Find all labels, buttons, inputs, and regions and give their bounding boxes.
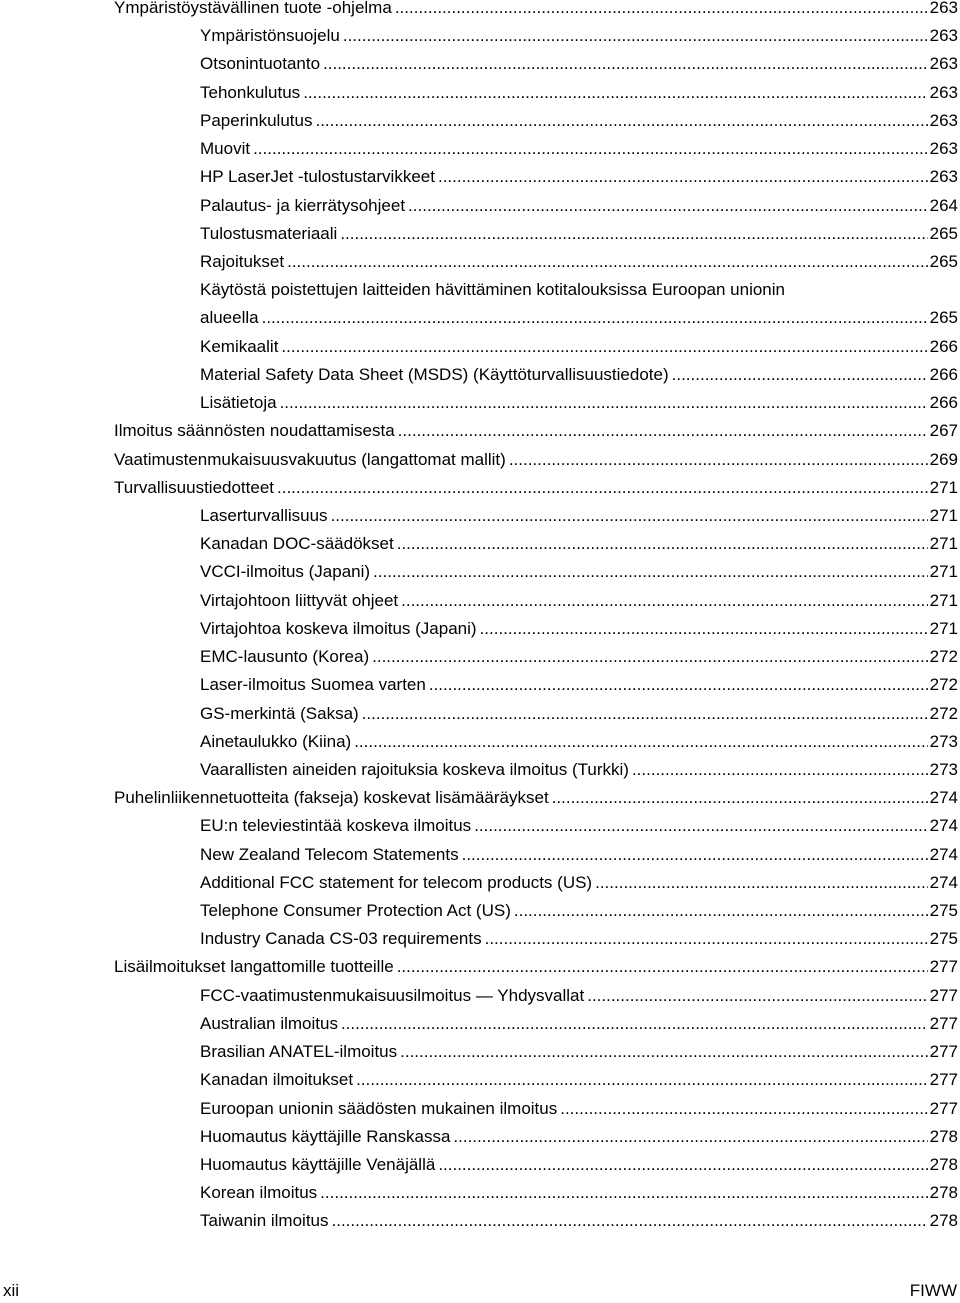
toc-entry-page: 271 [929,477,958,497]
toc-dot-leader [400,1040,927,1064]
toc-entry-title: Brasilian ANATEL-ilmoitus [200,1042,398,1062]
toc-entry-page: 265 [929,308,958,328]
toc-entry-page: 277 [929,1070,958,1090]
toc-entry[interactable] [0,871,958,895]
toc-entry-title: Laserturvallisuus [200,505,328,525]
toc-entry-title: Lisätietoja [200,393,277,413]
toc-entry-page: 263 [929,0,958,17]
toc-dot-leader [429,673,928,697]
toc-entry[interactable] [0,391,958,415]
toc-entry[interactable] [0,899,958,923]
toc-dot-leader [323,52,928,76]
toc-entry-title: Vaarallisten aineiden rajoituksia koskeva ilmoitus (Turkki) [200,759,629,779]
toc-entry-page: 271 [929,590,958,610]
toc-entry-page: 278 [929,1183,958,1203]
toc-entry-title: Ympäristöystävällinen tuote -ohjelma [114,0,392,17]
toc-entry[interactable] [0,786,958,810]
toc-entry-page: 266 [929,336,958,356]
toc-entry[interactable] [0,1097,958,1121]
toc-entry-page: 275 [929,929,958,949]
toc-entry[interactable] [0,927,958,951]
toc-entry-title: alueella [200,308,259,328]
toc-entry-title: Ympäristönsuojelu [200,26,340,46]
toc-entry-page: 272 [929,647,958,667]
toc-dot-leader [480,617,928,641]
toc-dot-leader [331,504,928,528]
toc-dot-leader [587,984,927,1008]
toc-entry-title: Puhelinliikennetuotteita (fakseja) koskevat lisämääräykset [114,788,549,808]
toc-entry[interactable] [0,81,958,105]
toc-entry-title: Palautus- ja kierrätysohjeet [200,195,406,215]
toc-entry-page: 274 [929,788,958,808]
toc-entry[interactable] [0,222,958,246]
toc-entry-title: Turvallisuustiedotteet [114,477,275,497]
toc-entry[interactable] [0,137,958,161]
toc-dot-leader [315,109,927,133]
toc-entry-title: EU:n televiestintää koskeva ilmoitus [200,816,472,836]
toc-entry-page: 273 [929,731,958,751]
toc-entry-title: Huomautus käyttäjille Ranskassa [200,1126,451,1146]
toc-dot-leader [438,1153,927,1177]
toc-dot-leader [277,476,928,500]
toc-entry-title: New Zealand Telecom Statements [200,844,459,864]
toc-dot-leader [280,391,928,415]
toc-entry-title: Otsonintuotanto [200,54,321,74]
toc-entry-title: Rajoitukset [200,251,285,271]
toc-entry-title: Muovit [200,139,251,159]
toc-entry-title: Virtajohtoa koskeva ilmoitus (Japani) [200,618,477,638]
toc-entry-page: 263 [929,110,958,130]
toc-entry-title: EMC-lausunto (Korea) [200,647,370,667]
toc-entry-title: Industry Canada CS-03 requirements [200,929,482,949]
toc-entry-page: 265 [929,223,958,243]
toc-entry[interactable] [0,702,958,726]
toc-entry-title: Virtajohtoon liittyvät ohjeet [200,590,399,610]
toc-entry-page: 263 [929,26,958,46]
toc-dot-leader [595,871,928,895]
toc-entry-page: 266 [929,364,958,384]
toc-entry-title: Kanadan ilmoitukset [200,1070,354,1090]
toc-dot-leader [398,419,928,443]
toc-dot-leader [356,1068,928,1092]
toc-entry-title: FCC-vaatimustenmukaisuusilmoitus — Yhdysvallat [200,985,585,1005]
toc-dot-leader [253,137,928,161]
toc-entry-title: VCCI-ilmoitus (Japani) [200,562,371,582]
toc-entry[interactable] [0,673,958,697]
toc-dot-leader [373,560,928,584]
toc-dot-leader [552,786,928,810]
toc-entry-page: 263 [929,139,958,159]
toc-entry-page: 278 [929,1155,958,1175]
toc-entry-title: Kanadan DOC-säädökset [200,534,394,554]
toc-entry-page: 277 [929,1042,958,1062]
toc-dot-leader [474,814,927,838]
toc-entry-page: 278 [929,1211,958,1231]
toc-entry[interactable] [0,194,958,218]
toc-dot-leader [341,1012,928,1036]
toc-entry[interactable] [0,1153,958,1177]
toc-entry-page: 269 [929,449,958,469]
toc-entry[interactable] [0,645,958,669]
toc-dot-leader [303,81,927,105]
toc-entry-page: 277 [929,1098,958,1118]
toc-entry-page: 277 [929,985,958,1005]
toc-entry-page: 263 [929,54,958,74]
toc-entry[interactable] [0,955,958,979]
toc-entry-page: 278 [929,1126,958,1146]
toc-dot-leader [281,335,927,359]
toc-dot-leader [340,222,927,246]
toc-entry[interactable] [0,52,958,76]
toc-entry-page: 274 [929,872,958,892]
footer-page-number: xii [3,1281,20,1300]
toc-entry[interactable] [0,560,958,584]
toc-entry-page: 277 [929,1013,958,1033]
footer-label: FIWW [909,1281,957,1300]
toc-entry-page: 266 [929,393,958,413]
toc-entry-page: 271 [929,534,958,554]
toc-entry-title: Australian ilmoitus [200,1013,338,1033]
toc-entry-page: 277 [929,957,958,977]
toc-entry[interactable] [0,448,958,472]
toc-entry-page: 274 [929,816,958,836]
toc-entry[interactable] [0,0,958,20]
toc-entry[interactable] [0,730,958,754]
toc-dot-leader [453,1125,927,1149]
toc-entry[interactable] [0,109,958,133]
toc-dot-leader [509,448,928,472]
toc-entry-page: 272 [929,675,958,695]
toc-entry-title: Vaatimustenmukaisuusvakuutus (langattomat mallit) [114,449,506,469]
toc-dot-leader [362,702,928,726]
toc-dot-leader [395,0,928,20]
toc-entry-title: Lisäilmoitukset langattomille tuotteille [114,957,394,977]
toc-entry[interactable] [0,1125,958,1149]
toc-entry-title: GS-merkintä (Saksa) [200,703,359,723]
toc-entry[interactable] [0,419,958,443]
toc-dot-leader [401,589,927,613]
toc-dot-leader [332,1209,928,1233]
toc-entry-title: Huomautus käyttäjille Venäjällä [200,1155,436,1175]
toc-entry-title: Korean ilmoitus [200,1183,318,1203]
toc-entry-page: 273 [929,759,958,779]
toc-entry-title: Tulostusmateriaali [200,223,338,243]
toc-entry[interactable] [0,335,958,359]
toc-entry-page: 263 [929,82,958,102]
toc-entry[interactable] [0,814,958,838]
toc-entry[interactable] [0,589,958,613]
toc-entry-title: Euroopan unionin säädösten mukainen ilmoitus [200,1098,558,1118]
toc-dot-leader [320,1181,927,1205]
toc-entry-title: HP LaserJet -tulostustarvikkeet [200,167,435,187]
toc-dot-leader [462,843,928,867]
toc-entry[interactable] [0,278,958,302]
toc-entry-title: Material Safety Data Sheet (MSDS) (Käyttöturvallisuustiedote) [200,364,669,384]
toc-entry[interactable] [0,1040,958,1064]
toc-entry[interactable] [0,476,958,500]
toc-dot-leader [632,758,928,782]
toc-dot-leader [397,955,928,979]
toc-entry[interactable] [0,1181,958,1205]
toc-entry[interactable] [0,363,958,387]
toc-dot-leader [560,1097,927,1121]
toc-dot-leader [372,645,928,669]
toc-entry-page: 264 [929,195,958,215]
toc-dot-leader [485,927,928,951]
toc-entry[interactable] [0,532,958,556]
toc-entry[interactable] [0,306,958,330]
toc-entry-title: Paperinkulutus [200,110,313,130]
toc-entry[interactable] [0,24,958,48]
toc-dot-leader [672,363,928,387]
toc-entry-title: Ilmoitus säännösten noudattamisesta [114,421,395,441]
toc-entry-page: 271 [929,618,958,638]
toc-entry-title: Tehonkulutus [200,82,301,102]
toc-entry-page: 271 [929,505,958,525]
toc-entry[interactable] [0,250,958,274]
toc-dot-leader [262,306,928,330]
toc-entry[interactable] [0,984,958,1008]
toc-entry-title: Käytöstä poistettujen laitteiden hävittäminen kotitalouksissa Euroopan unionin [200,280,785,300]
toc-dot-leader [514,899,928,923]
toc-entry[interactable] [0,1209,958,1233]
toc-entry[interactable] [0,1068,958,1092]
toc-entry-title: Telephone Consumer Protection Act (US) [200,901,511,921]
toc-dot-leader [354,730,927,754]
toc-entry-title: Laser-ilmoitus Suomea varten [200,675,426,695]
toc-entry[interactable] [0,843,958,867]
toc-dot-leader [408,194,928,218]
toc-entry-page: 263 [929,167,958,187]
toc-entry[interactable] [0,1012,958,1036]
toc-entry-page: 271 [929,562,958,582]
toc-entry[interactable] [0,617,958,641]
toc-entry[interactable] [0,504,958,528]
toc-entry-page: 274 [929,844,958,864]
toc-dot-leader [438,165,928,189]
toc-dot-leader [287,250,928,274]
toc-entry-title: Additional FCC statement for telecom products (US) [200,872,593,892]
toc-entry-page: 267 [929,421,958,441]
toc-entry-title: Ainetaulukko (Kiina) [200,731,352,751]
toc-dot-leader [343,24,928,48]
toc-entry-page: 265 [929,251,958,271]
toc-entry[interactable] [0,758,958,782]
toc-dot-leader [397,532,928,556]
toc-entry-title: Kemikaalit [200,336,279,356]
toc-entry[interactable] [0,165,958,189]
toc-entry-title: Taiwanin ilmoitus [200,1211,329,1231]
toc-entry-page: 275 [929,901,958,921]
toc-entry-page: 272 [929,703,958,723]
